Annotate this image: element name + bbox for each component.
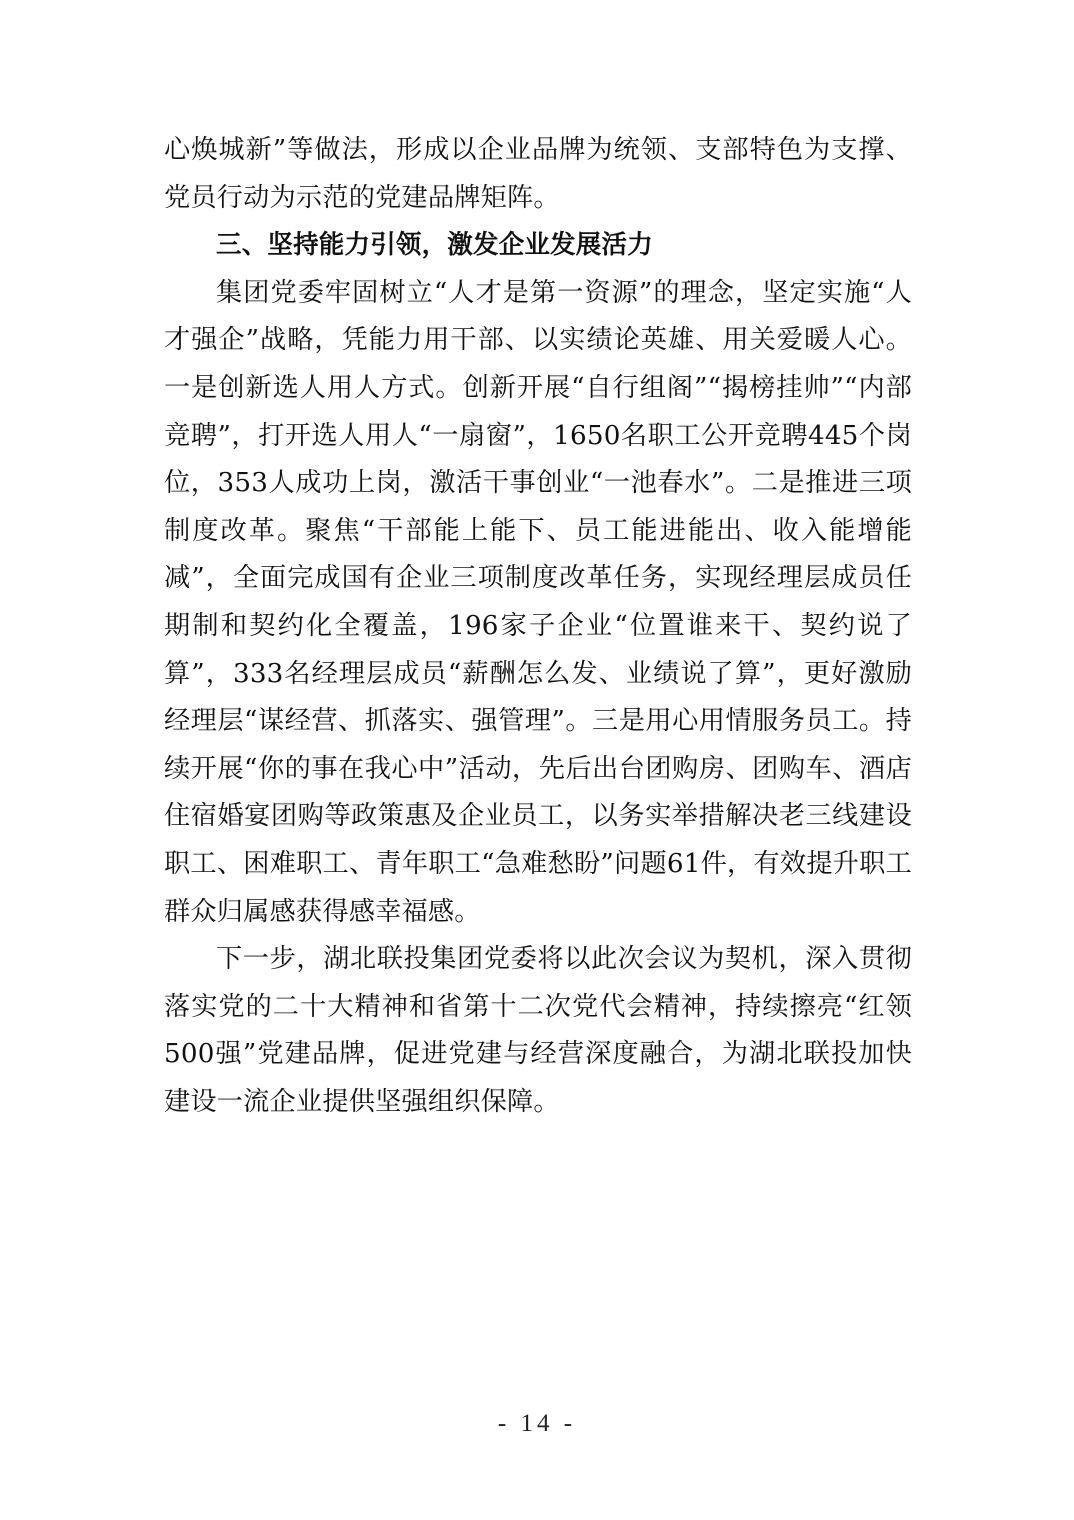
page-number: - 14 - <box>497 1410 577 1437</box>
body-paragraph-next-step: 下一步，湖北联投集团党委将以此次会议为契机，深入贯彻落实党的二十大精神和省第十二次党代会精神，持续擦亮“红领500强”党建品牌，促进党建与经营深度融合，为湖北联投加快建设一流企业提供坚强组织保障。 <box>164 944 912 1117</box>
document-body <box>164 127 912 1126</box>
continuation-paragraph: 心焕城新”等做法，形成以企业品牌为统领、支部特色为支撑、党员行动为示范的党建品牌矩阵。 <box>164 135 912 213</box>
body-paragraph-talent: 集团党委牢固树立“人才是第一资源”的理念，坚定实施“人才强企”战略，凭能力用干部、以实绩论英雄、用关爱暖人心。一是创新选人用人方式。创新开展“自行组阁”“揭榜挂帅”“内部竞聘”，打开选人用人“一扇窗”，1650名职工公开竞聘445个岗位，353人成功上岗，激活干事创业“一池春水”。二是推进三项制度改革。聚焦“干部能上能下、员工能进能出、收入能增能减”，全面完成国有企业三项制度改革任务，实现经理层成员任期制和契约化全覆盖，196家子企业“位置谁来干、契约说了算”，333名经理层成员“薪酬怎么发、业绩说了算”，更好激励经理层“谋经营、抓落实、强管理”。三是用心用情服务员工。持续开展“你的事在我心中”活动，先后出台团购房、团购车、酒店住宿婚宴团购等政策惠及企业员工，以务实举措解决老三线建设职工、困难职工、青年职工“急难愁盼”问题61件，有效提升职工群众归属感获得感幸福感。 <box>164 277 912 927</box>
section-heading: 三、坚持能力引领，激发企业发展活力 <box>216 230 653 261</box>
